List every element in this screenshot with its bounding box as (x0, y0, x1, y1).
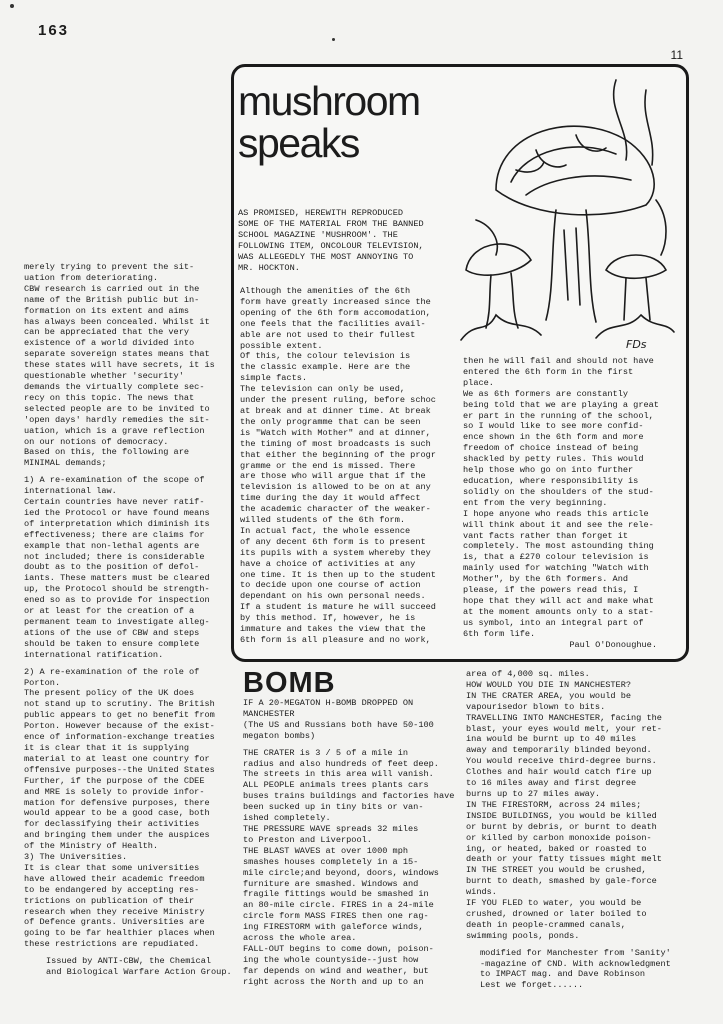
page-number-right: 11 (670, 48, 683, 62)
title-line: mushroom (238, 78, 420, 124)
bomb-paragraph: IF A 20-MEGATON H-BOMB DROPPED ON MANCHESTER (The US and Russians both have 50-100 megaton bombs) (243, 698, 434, 741)
cbw-paragraph: 2) A re-examination of the role of Porton. The present policy of the UK does not stand up to scrutiny. The British public appears to get no benefit from Porton. However because of the exist- ence of information-exchange treaties it is clear that it is supplying material to at least one country for offensive purposes--the United States Further, if the purpose of the CDEE and MRE is solely to provide infor- mation for defensive purposes, there would appear to be a good case, both for declassifying their activities and bringing them under the auspices of the Ministry of Health. 3) The Universities. It is clear that some universities have allowed their academic freedom to be endangered by accepting res- trictions on publication of their research when they receive Ministry of Defence grants. Universities are going to be far healthier places when these restrictions are repudiated. (24, 666, 215, 950)
bomb-column-middle (243, 698, 461, 988)
illustrator-initials: FDs (626, 338, 647, 351)
scan-speck (10, 4, 14, 8)
mushroom-column-middle (240, 286, 454, 646)
author-signature: Paul O'Donoughue. (569, 639, 657, 650)
mushroom-illustration (456, 70, 678, 355)
cbw-article-column (24, 262, 238, 978)
mushroom-paragraph: Although the amenities of the 6th form have greatly increased since the opening of the 6th form accomodation, one feels that the facilities avail- able are not used to their fullest possible extent. Of this, the colour television is the classic example. Here are the simple facts. The television can only be used, under the present ruling, before schoc at break and at dinner time. At break the only programme that can be seen is "Watch with Mother" and at dinner, the timing of most broadcasts is such that either the beginning of the progr gramme or the end is missed. There are those who will argue that if the television is allowed to be on at any time during the day it would affect the academic character of the weaker- willed students of the 6th form. In actual fact, the whole essence of any decent 6th form is to present its pupils with a system whereby they have a choice of activities at any one time. It is then up to the student to decide upon one course of action dependant on his own personal needs. If a student is mature he will succeed by this method. If, however, he is immature and takes the view that the 6th form is all pleasure and no work, (240, 286, 436, 645)
mushroom-intro (238, 208, 464, 273)
bomb-paragraph: THE CRATER is 3 / 5 of a mile in radius and also hundreds of feet deep. The streets in this area will vanish. ALL PEOPLE animals trees plants cars buses trains buildings and factories have been sucked up in tiny bits or van- ished completely. THE PRESSURE WAVE spreads 32 miles to Preston and Liverpool. THE BLAST WAVES at over 1000 mph smashes houses completely in a 15- mile circle;and beyond, doors, windows furniture are smashed. Windows and fragile fittings would be smashed in an 80-mile circle. FIRES in a 24-mile circle form MASS FIRES then one rag- ing FIRESTORM with galeforce winds, across the whole area. FALL-OUT begins to come down, poison- ing the whole countyside--just how far depends on wind and weather, but right across the North and up to an (243, 747, 455, 987)
intro-text: AS PROMISED, HEREWITH REPRODUCED SOME OF THE MATERIAL FROM THE BANNED SCHOOL MAGAZINE 'MUSHROOM'. THE FOLLOWING ITEM, ONCOLOUR TELEVISION, WAS ALLEGEDLY THE MOST ANNOYING TO MR. HOCKTON. (238, 208, 424, 273)
mushroom-paragraph: then he will fail and should not have entered the 6th form in the first place. We as 6th formers are constantly being told that we are playing a great er part in the running of the school, so I would like to see more confid- ence shown in the 6th form and more freedom of choice instead of being shackled by petty rules. This would help those who go on into further education, where responsibility is solidly on the shoulders of the stud- ent from the very beginning. I hope anyone who reads this article will think about it and see the rele- vant facts rather than forget it completely. The most astounding thing is, that a £270 colour television is mainly used for watching "Watch with Mother", by the 6th formers. And please, if the powers read this, I hope that they will act and make what at the moment amounts only to a stat- us symbol, into an integral part of 6th form life. (463, 356, 659, 639)
bomb-paragraph: area of 4,000 sq. miles. HOW WOULD YOU DIE IN MANCHESTER? IN THE CRATER AREA, you would be vapourisedor blown to bits. TRAVELLING INTO MANCHESTER, facing the blast, your eyes would melt, your ret- ina would be burnt up to 40 miles away and temporarily blinded beyond. You would receive third-degree burns. Clothes and hair would catch fire up to 16 miles away and first degree burns up to 27 miles away. IN THE FIRESTORM, across 24 miles; INSIDE BUILDINGS, you would be killed or burnt by debris, or burnt to death or killed by carbon monoxide poison- ing, or heated, baked or roasted to death or your fatty tissues might melt IN THE STREET you would be crushed, burnt to death, smashed by gale-force winds. IF YOU FLED to water, you would be crushed, drowned or later boiled to death in people-crammed canals, swimming pools, ponds. (466, 669, 662, 941)
mushroom-speaks-title (238, 80, 420, 164)
scan-speck (332, 38, 335, 41)
page-number-left: 163 (38, 22, 70, 39)
cbw-paragraph: 1) A re-examination of the scope of international law. Certain countries have never ratif- ied the Protocol or have found means of interpretation which diminish its effectiveness; there are claims for example that non-lethal agents are not included; there is considerable doubt as to the position of defol- iants. These matters must be cleared up, the Protocol should be strength- ened so as to provide for inspection or at least for the creation of a permanent team to investigate alleg- ations of the use of CBW and steps should be taken to ensure complete international ratification. (24, 475, 210, 660)
cbw-credit: Issued by ANTI-CBW, the Chemical and Biological Warfare Action Group. (46, 956, 232, 978)
cbw-paragraph: merely trying to prevent the sit- uation from deteriorating. CBW research is carried out in the name of the British public but in- formation on its extent and aims has always been concealed. Whilst it can be appreciated that the very existence of a world divided into separate sovereign states means that these states will have secrets, it is questionable whether 'security' demands the virtually complete sec- recy on this topic. The news that selected people are to be invited to 'open days' hardly remedies the sit- uation, which is a grave reflection on our notions of democracy. Based on this, the following are MINIMAL demands; (24, 262, 215, 469)
bomb-column-right (466, 669, 678, 991)
mushroom-column-right (463, 356, 675, 650)
title-line: speaks (238, 120, 359, 166)
bomb-title: BOMB (243, 667, 336, 699)
bomb-credit: modified for Manchester from 'Sanity' -magazine of CND. With acknowledgment to IMPACT mag. and Dave Robinson Lest we forget...... (480, 947, 671, 991)
